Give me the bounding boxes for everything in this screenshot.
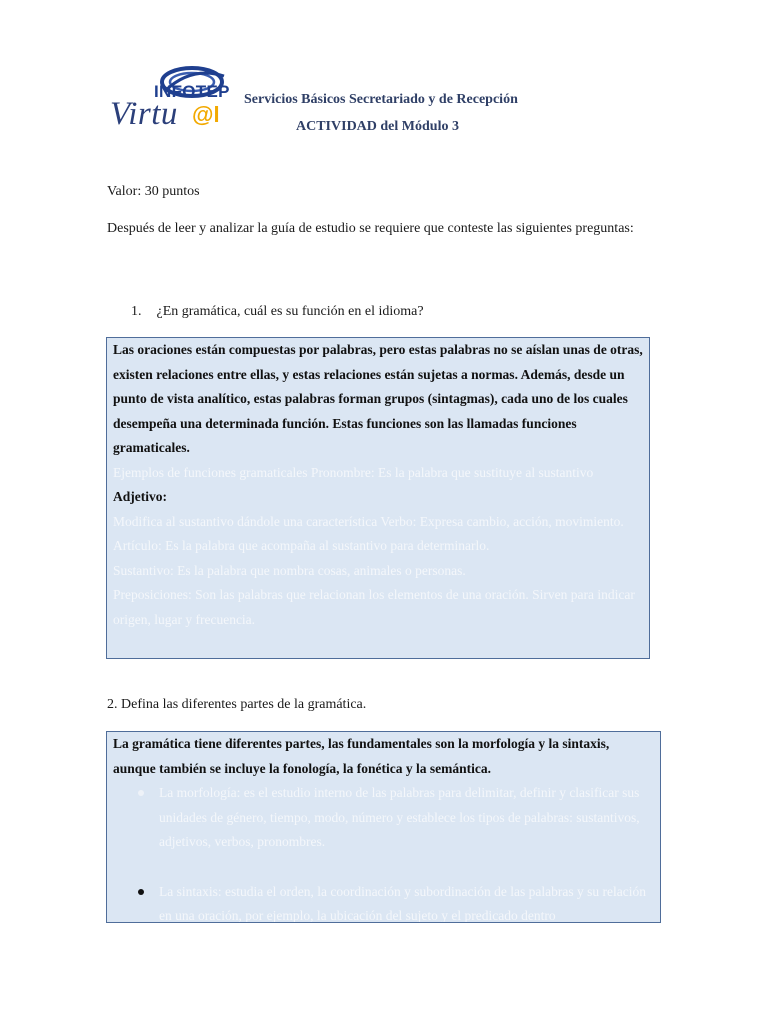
- document-header: [106, 60, 666, 140]
- answer-1-faint-line-3: Artículo: Es la palabra que acompaña al sustantivo para determinarlo.: [113, 538, 490, 553]
- answer-1-adjetivo: Adjetivo:: [113, 489, 167, 504]
- list-item: [113, 781, 654, 855]
- answer-2-box: [106, 731, 661, 923]
- logo-script-text: Virtu: [110, 96, 178, 132]
- document-subtitle: ACTIVIDAD del Módulo 3: [296, 119, 459, 134]
- bullet-icon: [138, 790, 144, 796]
- answer-1-faint-line-5: Preposiciones: Son las palabras que relacionan los elementos de una oración. Sirven para indicar origen, lugar y frecuencia.: [113, 587, 635, 627]
- answer-2-bullet-1: La morfología: es el estudio interno de las palabras para delimitar, definir y clasificar sus unidades de género, tiempo, modo, número y establece los tipos de palabras: sustantivos, adjetivos, verbos, pronombres.: [159, 785, 640, 849]
- valor-text: Valor: 30 puntos: [107, 184, 200, 199]
- document-title: Servicios Básicos Secretariado y de Recepción: [244, 92, 518, 107]
- question-2: 2. Defina las diferentes partes de la gramática.: [107, 697, 367, 712]
- bullet-icon: [138, 889, 144, 895]
- answer-1-faint-line-1: Ejemplos de funciones gramaticales Pronombre: Es la palabra que sustituye al sustantivo: [113, 464, 594, 480]
- question-1-number: 1.: [131, 304, 142, 319]
- infotep-virtual-logo: [106, 60, 230, 132]
- list-item: [113, 880, 654, 924]
- logo-at-text: @l: [192, 102, 220, 127]
- answer-2-main: La gramática tiene diferentes partes, las fundamentales son la morfología y la sintaxis, aunque también se incluye la fonología, la fonética y la semántica.: [113, 736, 610, 776]
- answer-2-bullet-list: [113, 781, 654, 923]
- answer-1-box: [106, 337, 650, 659]
- answer-2-bullet-2: La sintaxis: estudia el orden, la coordinación y subordinación de las palabras y su relación en una oración, por ejemplo, la ubicación del sujeto y el predicado dentro: [159, 883, 646, 923]
- answer-1-faint-line-2: Modifica al sustantivo dándole una característica Verbo: Expresa cambio, acción, movimiento.: [113, 513, 624, 529]
- logo-brand-text: INFOTEP: [154, 82, 230, 101]
- intro-paragraph: Después de leer y analizar la guía de estudio se requiere que conteste las siguientes preguntas:: [107, 221, 634, 236]
- question-1: [107, 299, 661, 324]
- list-spacer: [113, 855, 654, 880]
- answer-1-main: Las oraciones están compuestas por palabras, pero estas palabras no se aíslan unas de otras, existen relaciones entre ellas, y estas relaciones están sujetas a normas. Además, desde un punto de vista analítico, estas palabras forman grupos (sintagmas), cada uno de los cuales desempeña una determinada función. Estas funciones son las llamadas funciones gramaticales.: [113, 342, 643, 455]
- question-1-text: ¿En gramática, cuál es su función en el idioma?: [156, 304, 424, 319]
- answer-1-faint-line-4: Sustantivo: Es la palabra que nombra cosas, animales o personas.: [113, 562, 466, 578]
